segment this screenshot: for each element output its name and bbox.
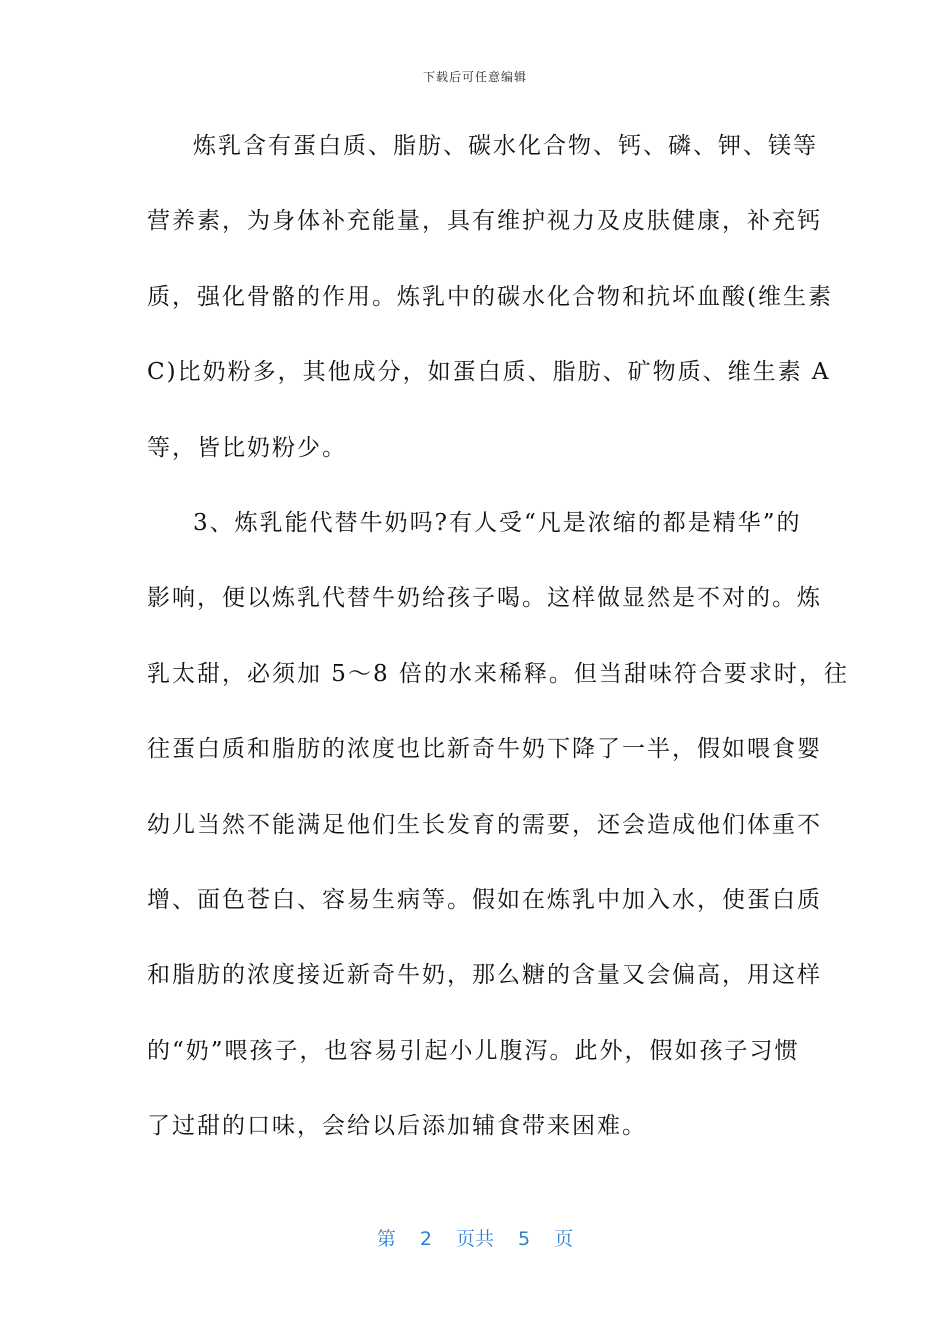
header-note: 下载后可任意编辑 [422,70,527,84]
footer-label-end: 页 [554,1228,574,1250]
paragraph-2-line-5: 幼儿当然不能满足他们生长发育的需要，还会造成他们体重不 [147,811,822,838]
paragraph-2-line-2: 影响，便以炼乳代替牛奶给孩子喝。这样做显然是不对的。炼 [147,585,822,612]
paragraph-1-line-2: 营养素，为身体补充能量，具有维护视力及皮肤健康，补充钙 [147,208,822,235]
paragraph-2-line-9: 了过甜的口味，会给以后添加辅食带来困难。 [147,1113,647,1140]
page-footer [0,1224,950,1251]
footer-current-page: 2 [419,1228,432,1250]
document-body [147,120,849,1175]
paragraph-2-line-4: 往蛋白质和脂肪的浓度也比新奇牛奶下降了一半，假如喂食婴 [147,736,822,763]
paragraph-1-line-4: C)比奶粉多，其他成分，如蛋白质、脂肪、矿物质、维生素 A [147,359,831,386]
paragraph-2-line-1: 3、炼乳能代替牛奶吗?有人受“凡是浓缩的都是精华”的 [193,509,802,536]
paragraph-1-line-1: 炼乳含有蛋白质、脂肪、碳水化合物、钙、磷、钾、镁等 [193,133,818,159]
footer-label-of: 页共 [455,1228,494,1250]
footer-label-page: 第 [376,1228,396,1250]
paragraph-1-line-3: 质，强化骨骼的作用。炼乳中的碳水化合物和抗坏血酸(维生素 [147,283,833,310]
paragraph-1-line-5: 等，皆比奶粉少。 [147,434,347,461]
footer-total-pages: 5 [518,1228,531,1250]
paragraph-2-line-8: 的“奶”喂孩子，也容易引起小儿腹泻。此外，假如孩子习惯 [147,1037,800,1064]
paragraph-2-line-7: 和脂肪的浓度接近新奇牛奶，那么糖的含量又会偏高，用这样 [147,962,822,989]
paragraph-2-line-3: 乳太甜，必须加 5～8 倍的水来稀释。但当甜味符合要求时，往 [147,660,849,687]
paragraph-2-line-6: 增、面色苍白、容易生病等。假如在炼乳中加入水，使蛋白质 [147,886,822,913]
